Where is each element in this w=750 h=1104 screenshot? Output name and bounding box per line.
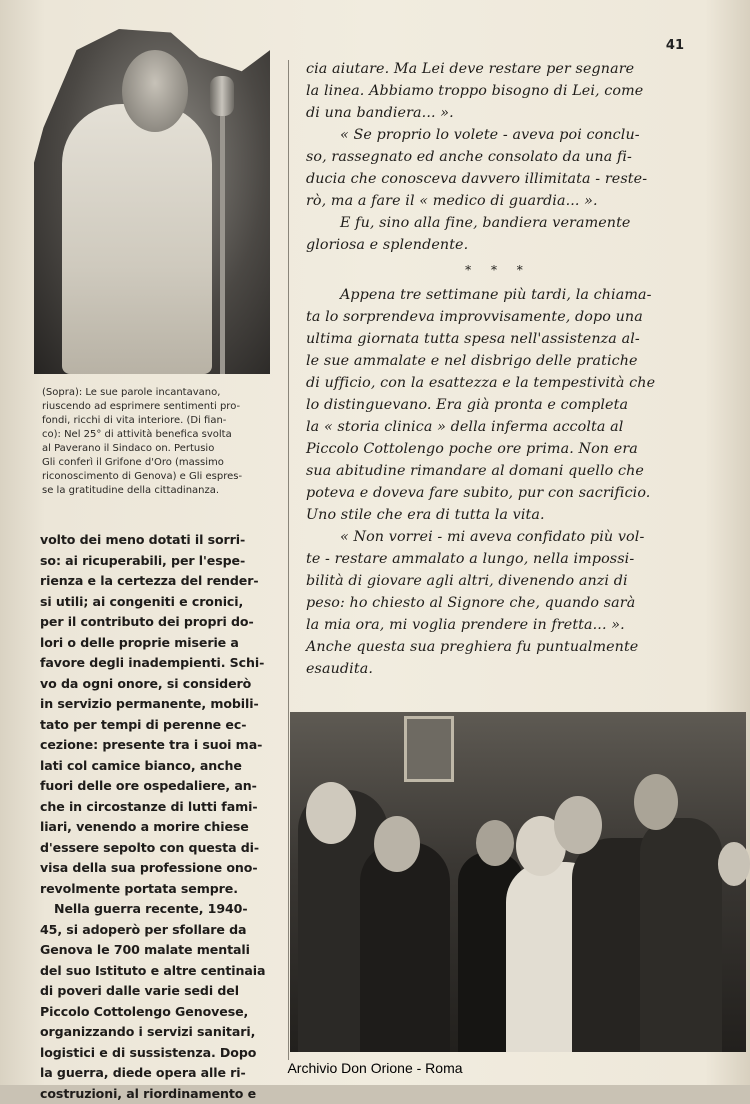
- text-line: so: ai ricuperabili, per l'espe-: [40, 551, 276, 572]
- text-line: Anche questa sua preghiera fu puntualmente: [306, 636, 690, 658]
- text-line: Piccolo Cottolengo poche ore prima. Non era: [306, 438, 690, 460]
- text-line: fuori delle ore ospedaliere, an-: [40, 776, 276, 797]
- photo-caption: [42, 386, 274, 498]
- caption-line: se la gratitudine della cittadinanza.: [42, 484, 274, 498]
- text-line: lo distinguevano. Era già pronta e completa: [306, 394, 690, 416]
- text-line: revolmente portata sempre.: [40, 879, 276, 900]
- text-line: organizzando i servizi sanitari,: [40, 1022, 276, 1043]
- text-line: cia aiutare. Ma Lei deve restare per segnare: [306, 58, 690, 80]
- text-line: poteva e doveva fare subito, pur con sacrificio.: [306, 482, 690, 504]
- text-line: peso: ho chiesto al Signore che, quando sarà: [306, 592, 690, 614]
- caption-line: fondi, ricchi di vita interiore. (Di fian-: [42, 414, 274, 428]
- text-line: volto dei meno dotati il sorri-: [40, 530, 276, 551]
- text-line: lori o delle proprie miserie a: [40, 633, 276, 654]
- caption-line: co): Nel 25° di attività benefica svolta: [42, 428, 274, 442]
- text-line: cezione: presente tra i suoi ma-: [40, 735, 276, 756]
- portrait-frame: [404, 716, 454, 782]
- text-line: visa della sua professione ono-: [40, 858, 276, 879]
- caption-line: riuscendo ad esprimere sentimenti pro-: [42, 400, 274, 414]
- text-line: la linea. Abbiamo troppo bisogno di Lei, come: [306, 80, 690, 102]
- text-line: Piccolo Cottolengo Genovese,: [40, 1002, 276, 1023]
- section-separator: * * *: [306, 259, 690, 281]
- text-line: che in circostanze di lutti fami-: [40, 797, 276, 818]
- text-line: Genova le 700 malate mentali: [40, 940, 276, 961]
- text-line: lati col camice bianco, anche: [40, 756, 276, 777]
- text-line: la « storia clinica » della inferma accolta al: [306, 416, 690, 438]
- text-line: la guerra, diede opera alle ri-: [40, 1063, 276, 1084]
- microphone-icon: [210, 76, 234, 116]
- ceremony-photo: [290, 712, 746, 1052]
- archive-footer: Archivio Don Orione - Roma: [0, 1060, 750, 1076]
- text-line: gloriosa e splendente.: [306, 234, 690, 256]
- text-line: te - restare ammalato a lungo, nella impossi-: [306, 548, 690, 570]
- text-line: bilità di giovare agli altri, divenendo anzi di: [306, 570, 690, 592]
- caption-line: (Sopra): Le sue parole incantavano,: [42, 386, 274, 400]
- text-line: esaudita.: [306, 658, 690, 680]
- text-line: liari, venendo a morire chiese: [40, 817, 276, 838]
- text-line: di poveri dalle varie sedi del: [40, 981, 276, 1002]
- text-line: di una bandiera... ».: [306, 102, 690, 124]
- text-line: favore degli inadempienti. Schi-: [40, 653, 276, 674]
- text-line: so, rassegnato ed anche consolato da una fi-: [306, 146, 690, 168]
- text-line: E fu, sino alla fine, bandiera veramente: [306, 212, 690, 234]
- caption-line: al Paverano il Sindaco on. Pertusio: [42, 442, 274, 456]
- text-line: logistici e di sussistenza. Dopo: [40, 1043, 276, 1064]
- text-line: di ufficio, con la esattezza e la tempestività che: [306, 372, 690, 394]
- left-column-text: [40, 530, 276, 1104]
- text-line: « Se proprio lo volete - aveva poi conclu-: [306, 124, 690, 146]
- text-line: « Non vorrei - mi aveva confidato più vol-: [306, 526, 690, 548]
- speaker-photo: [34, 22, 270, 374]
- text-line: rò, ma a fare il « medico di guardia... ».: [306, 190, 690, 212]
- text-line: in servizio permanente, mobili-: [40, 694, 276, 715]
- text-line: Appena tre settimane più tardi, la chiama-: [306, 284, 690, 306]
- text-line: sua abitudine rimandare al domani quello che: [306, 460, 690, 482]
- text-line: Nella guerra recente, 1940-: [40, 899, 276, 920]
- text-line: per il contributo dei propri do-: [40, 612, 276, 633]
- caption-line: Gli conferì il Grifone d'Oro (massimo: [42, 456, 274, 470]
- caption-line: riconoscimento di Genova) e Gli espres-: [42, 470, 274, 484]
- text-line: del suo Istituto e altre centinaia: [40, 961, 276, 982]
- right-column-text: [306, 58, 690, 680]
- text-line: la mia ora, mi voglia prendere in fretta... ».: [306, 614, 690, 636]
- text-line: ducia che conosceva davvero illimitata - reste-: [306, 168, 690, 190]
- text-line: le sue ammalate e nel disbrigo delle pratiche: [306, 350, 690, 372]
- text-line: Uno stile che era di tutta la vita.: [306, 504, 690, 526]
- text-line: ultima giornata tutta spesa nell'assistenza al-: [306, 328, 690, 350]
- text-line: ta lo sorprendeva improvvisamente, dopo una: [306, 306, 690, 328]
- column-divider: [288, 60, 289, 1060]
- text-line: tato per tempi di perenne ec-: [40, 715, 276, 736]
- text-line: costruzioni, al riordinamento e: [40, 1084, 276, 1104]
- text-line: vo da ogni onore, si considerò: [40, 674, 276, 695]
- text-line: d'essere sepolto con questa di-: [40, 838, 276, 859]
- text-line: si utili; ai congeniti e cronici,: [40, 592, 276, 613]
- text-line: rienza e la certezza del render-: [40, 571, 276, 592]
- page-number: 41: [666, 38, 684, 53]
- text-line: 45, si adoperò per sfollare da: [40, 920, 276, 941]
